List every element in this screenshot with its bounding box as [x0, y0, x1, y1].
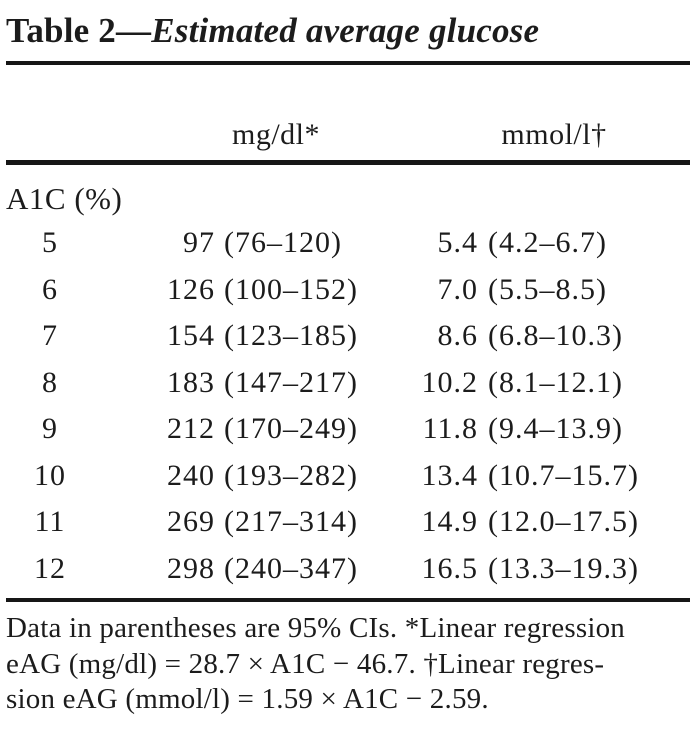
mgdl-cell — [94, 406, 404, 453]
mmol-cell — [404, 313, 690, 360]
mmol-ci: (12.0–17.5) — [488, 505, 639, 538]
mmol-cell — [404, 406, 690, 453]
mmol-cell — [404, 546, 690, 593]
mmol-ci: (8.1–12.1) — [488, 365, 623, 399]
mgdl-value: 212 — [167, 412, 215, 445]
footnote-line-2: eAG (mg/dl) = 28.7 × A1C − 46.7. †Linear regres- — [6, 647, 605, 680]
mgdl-ci: (240–347) — [224, 551, 358, 585]
mmol-ci: (13.3–19.3) — [488, 551, 639, 585]
table-row — [6, 313, 690, 360]
mgdl-ci: (76–120) — [224, 226, 342, 259]
mmol-cell — [404, 360, 690, 407]
mgdl-ci: (100–152) — [224, 272, 358, 306]
mmol-cell — [404, 453, 690, 500]
mgdl-ci: (147–217) — [224, 365, 358, 399]
table-row — [6, 360, 690, 407]
mgdl-value: 240 — [167, 458, 215, 492]
mmol-ci: (4.2–6.7) — [488, 226, 607, 259]
mmol-ci: (9.4–13.9) — [488, 412, 623, 445]
mgdl-value: 298 — [167, 551, 215, 585]
mgdl-value: 126 — [167, 272, 215, 306]
mgdl-value: 97 — [183, 226, 215, 259]
column-header-row — [6, 65, 690, 160]
mgdl-cell — [94, 220, 404, 267]
mgdl-value: 154 — [167, 319, 215, 352]
a1c-value: 12 — [34, 551, 66, 585]
footnote-line-3: sion eAG (mmol/l) = 1.59 × A1C − 2.59. — [6, 683, 489, 715]
mgdl-ci: (123–185) — [224, 319, 358, 352]
a1c-value: 9 — [42, 412, 58, 445]
a1c-value: 10 — [34, 458, 66, 492]
a1c-value: 7 — [42, 319, 58, 352]
mgdl-cell — [94, 499, 404, 546]
mgdl-cell — [94, 546, 404, 593]
bottom-rule — [6, 598, 690, 602]
a1c-value: 6 — [42, 272, 58, 306]
footnote — [6, 611, 690, 718]
table-row — [6, 406, 690, 453]
row-group-label: A1C (%) — [6, 181, 123, 216]
mgdl-value: 269 — [167, 505, 215, 538]
footnote-line-1: Data in parentheses are 95% CIs. *Linear regression — [6, 612, 625, 644]
mmol-ci: (5.5–8.5) — [488, 272, 607, 306]
mgdl-ci: (217–314) — [224, 505, 358, 538]
mgdl-cell — [94, 360, 404, 407]
mmol-value: 13.4 — [421, 458, 478, 492]
mgdl-cell — [94, 267, 404, 314]
table-subtitle: Estimated average glucose — [151, 11, 540, 50]
title-separator: — — [116, 11, 152, 50]
mmol-value: 8.6 — [437, 319, 478, 352]
table-number: Table 2 — [6, 11, 117, 50]
mmol-value: 11.8 — [422, 412, 478, 445]
mmol-value: 16.5 — [421, 551, 478, 585]
column-header-mmol: mmol/l† — [501, 118, 607, 151]
mmol-value: 14.9 — [421, 505, 478, 538]
table-title — [6, 10, 690, 52]
mmol-value: 10.2 — [421, 365, 478, 399]
mmol-ci: (6.8–10.3) — [488, 319, 623, 352]
mgdl-cell — [94, 313, 404, 360]
table-row — [6, 453, 690, 500]
mmol-cell — [404, 499, 690, 546]
a1c-value: 11 — [34, 505, 66, 538]
mmol-cell — [404, 220, 690, 267]
table-row — [6, 499, 690, 546]
column-header-mgdl: mg/dl* — [231, 118, 320, 151]
mmol-value: 5.4 — [437, 226, 478, 259]
mgdl-ci: (170–249) — [224, 412, 358, 445]
mgdl-ci: (193–282) — [224, 458, 358, 492]
table-row — [6, 546, 690, 593]
table-row — [6, 220, 690, 267]
table-row — [6, 267, 690, 314]
mmol-ci: (10.7–15.7) — [488, 458, 639, 492]
a1c-value: 5 — [42, 226, 58, 259]
mgdl-cell — [94, 453, 404, 500]
mmol-cell — [404, 267, 690, 314]
mgdl-value: 183 — [167, 365, 215, 399]
mmol-value: 7.0 — [437, 272, 478, 306]
a1c-value: 8 — [42, 365, 58, 399]
